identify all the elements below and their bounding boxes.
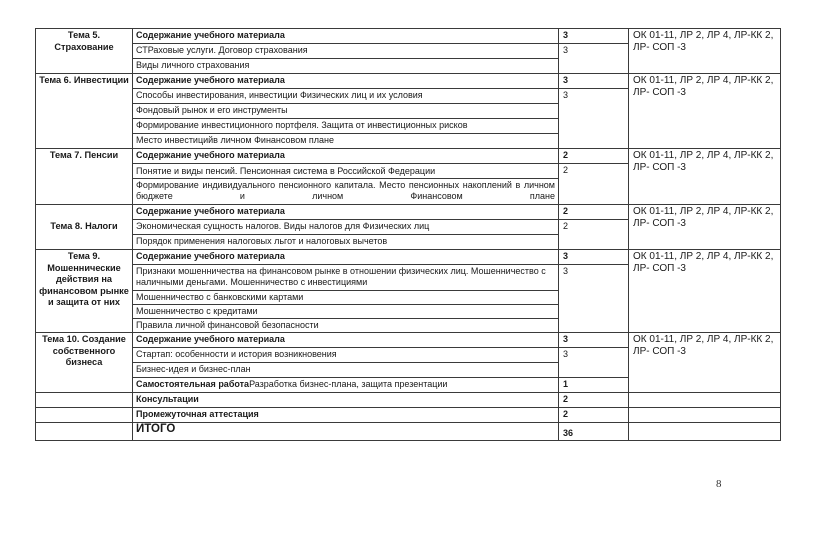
hours-cell: 3	[559, 265, 629, 333]
section-header: Содержание учебного материала	[133, 333, 559, 348]
hours-cell: 3	[559, 333, 629, 348]
hours-cell: 3	[559, 44, 629, 74]
hours-cell: 2	[559, 220, 629, 250]
hours-cell: 3	[559, 89, 629, 149]
content-item: Стартап: особенности и история возникновения	[133, 348, 559, 363]
content-item: Мошенничество с кредитами	[133, 305, 559, 319]
content-item: Виды личного страхования	[133, 59, 559, 74]
content-item: Способы инвестирования, инвестиции Физических лиц и их условия	[133, 89, 559, 104]
hours-cell: 3	[559, 74, 629, 89]
content-item: Порядок применения налоговых льгот и налоговых вычетов	[133, 235, 559, 250]
hours-cell: 2	[559, 408, 629, 423]
hours-cell: 2	[559, 149, 629, 164]
hours-cell: 2	[559, 164, 629, 205]
competencies-cell: ОК 01-11, ЛР 2, ЛР 4, ЛР-КК 2, ЛР- СОП -3	[629, 149, 781, 205]
empty-cell	[629, 393, 781, 408]
table-row	[36, 408, 781, 423]
table-row	[36, 250, 781, 265]
content-item: Правила личной финансовой безопасности	[133, 319, 559, 333]
table-row	[36, 423, 781, 441]
section-header: Содержание учебного материала	[133, 29, 559, 44]
competencies-cell: ОК 01-11, ЛР 2, ЛР 4, ЛР-КК 2, ЛР- СОП -3	[629, 250, 781, 333]
hours-cell: 3	[559, 250, 629, 265]
table-row	[36, 29, 781, 44]
hours-cell: 3	[559, 348, 629, 378]
table-row	[36, 74, 781, 89]
table-row	[36, 333, 781, 348]
content-item: Место инвестицийв личном Финансовом плане	[133, 134, 559, 149]
content-item: Экономическая сущность налогов. Виды налогов для Физических лиц	[133, 220, 559, 235]
hours-cell: 2	[559, 393, 629, 408]
competencies-cell: ОК 01-11, ЛР 2, ЛР 4, ЛР-КК 2, ЛР- СОП -3	[629, 205, 781, 250]
empty-cell	[629, 423, 781, 441]
topic-cell: Тема 7. Пенсии	[36, 149, 133, 205]
table-row	[36, 149, 781, 164]
self-work-cell	[133, 378, 559, 393]
table-row	[36, 205, 781, 220]
total-hours: 36	[559, 423, 629, 441]
hours-cell: 1	[559, 378, 629, 393]
competencies-cell: ОК 01-11, ЛР 2, ЛР 4, ЛР-КК 2, ЛР- СОП -3	[629, 29, 781, 74]
table-row	[36, 393, 781, 408]
section-header: Содержание учебного материала	[133, 205, 559, 220]
topic-cell: Тема 8. Налоги	[36, 205, 133, 250]
section-header: Содержание учебного материала	[133, 74, 559, 89]
section-header: Содержание учебного материала	[133, 250, 559, 265]
topic-cell: Тема 5. Страхование	[36, 29, 133, 74]
content-item: Мошенничество с банковскими картами	[133, 291, 559, 305]
content-item: Формирование инвестиционного портфеля. Защита от инвестиционных рисков	[133, 119, 559, 134]
content-item: Бизнес-идея и бизнес-план	[133, 363, 559, 378]
hours-cell: 2	[559, 205, 629, 220]
content-item: СТРаховые услуги. Договор страхования	[133, 44, 559, 59]
topic-cell: Тема 10. Создание собственного бизнеса	[36, 333, 133, 393]
page-number: 8	[716, 478, 722, 490]
empty-cell	[36, 408, 133, 423]
consultations-label: Консультации	[133, 393, 559, 408]
content-item: Понятие и виды пенсий. Пенсионная система в Российской Федерации	[133, 164, 559, 179]
content-item: Формирование индивидуального пенсионного капитала. Место пенсионных накоплений в личном бюджете и личном Финансовом плане	[133, 179, 559, 205]
self-work-label: Самостоятельная работа	[136, 379, 250, 389]
section-header: Содержание учебного материала	[133, 149, 559, 164]
topic-cell: Тема 6. Инвестиции	[36, 74, 133, 149]
topic-cell: Тема 9. Мошеннические действия на финансовом рынке и защита от них	[36, 250, 133, 333]
content-item: Признаки мошенничества на финансовом рынке в отношении физических лиц. Мошенничество с наличными деньгами. Мошенничество с инвестициями	[133, 265, 559, 291]
competencies-cell: ОК 01-11, ЛР 2, ЛР 4, ЛР-КК 2, ЛР- СОП -3	[629, 74, 781, 149]
empty-cell	[36, 423, 133, 441]
content-item: Фондовый рынок и его инструменты	[133, 104, 559, 119]
empty-cell	[629, 408, 781, 423]
self-work-text: Разработка бизнес-плана, защита презентации	[249, 379, 448, 389]
attestation-label: Промежуточная аттестация	[133, 408, 559, 423]
hours-cell: 3	[559, 29, 629, 44]
program-table	[35, 28, 781, 441]
total-label: ИТОГО	[133, 423, 559, 441]
empty-cell	[36, 393, 133, 408]
competencies-cell: ОК 01-11, ЛР 2, ЛР 4, ЛР-КК 2, ЛР- СОП -3	[629, 333, 781, 393]
